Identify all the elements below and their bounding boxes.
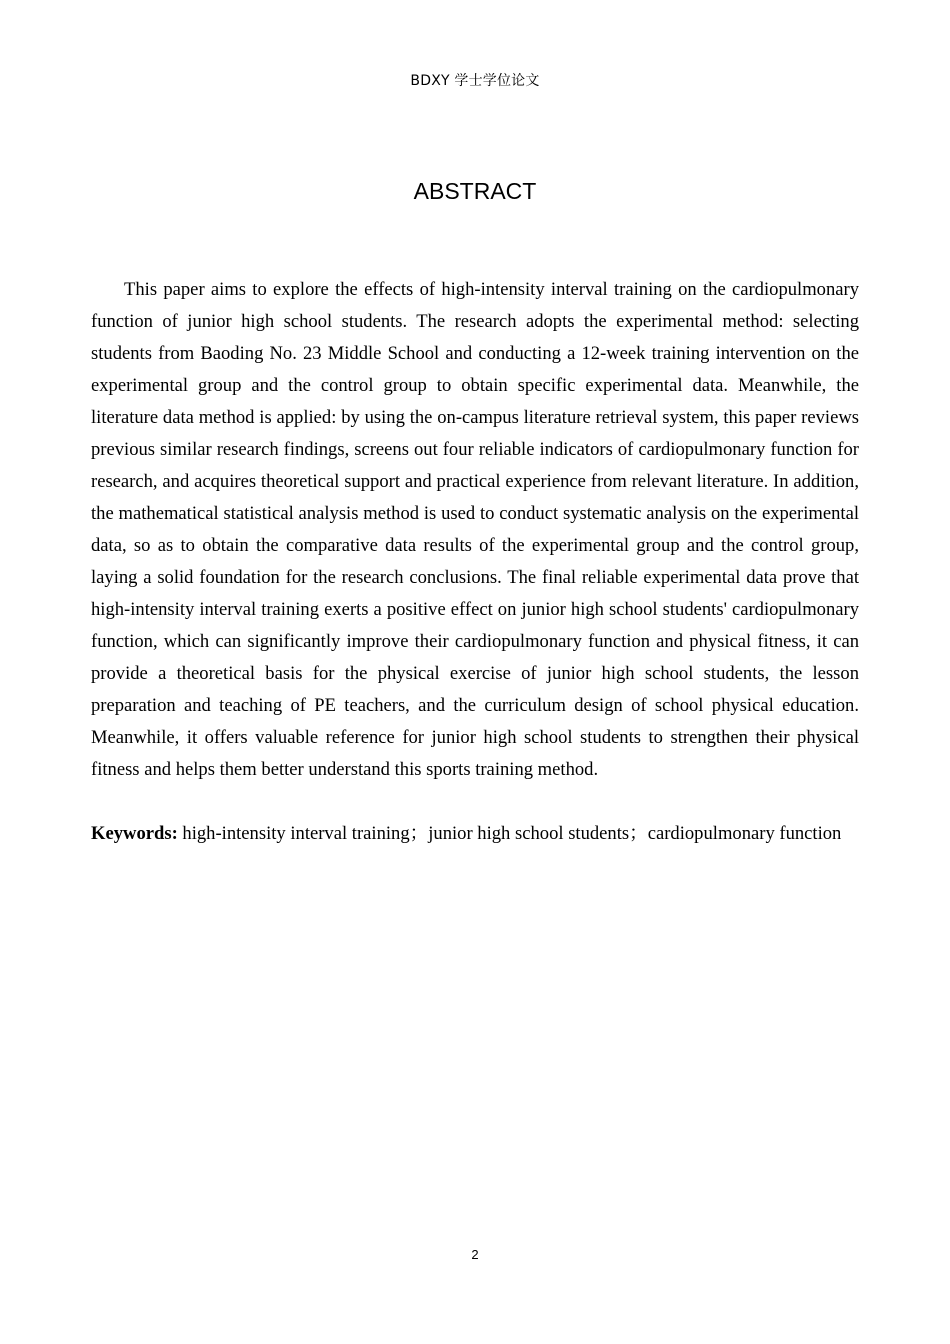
keywords-line <box>91 818 859 850</box>
running-header: BDXY 学士学位论文 <box>410 73 540 89</box>
page-number: 2 <box>471 1247 479 1262</box>
keywords-text: high-intensity interval training；junior high school students；cardiopulmonary function <box>182 823 842 844</box>
abstract-paragraph: This paper aims to explore the effects of high-intensity interval training on the cardiopulmonary function of junior high school students. The research adopts the experimental method: selecting students from Baoding No. 23 Middle School and conducting a 12-week training intervention on the experimental group and the control group to obtain specific experimental data. Meanwhile, the literature data method is applied: by using the on-campus literature retrieval system, this paper reviews previous similar research findings, screens out four reliable indicators of cardiopulmonary function for research, and acquires theoretical support and practical experience from relevant literature. In addition, the mathematical statistical analysis method is used to conduct systematic analysis on the experimental data, so as to obtain the comparative data results of the experimental group and the control group, laying a solid foundation for the research conclusions. The final reliable experimental data prove that high-intensity interval training exerts a positive effect on junior high school students' cardiopulmonary function, which can significantly improve their cardiopulmonary function and physical fitness, it can provide a theoretical basis for the physical exercise of junior high school students, the lesson preparation and teaching of PE teachers, and the curriculum design of school physical education. Meanwhile, it offers valuable reference for junior high school students to strengthen their physical fitness and helps them better understand this sports training method. <box>91 279 859 780</box>
keywords-label: Keywords: <box>91 823 178 844</box>
page-title: ABSTRACT <box>413 178 537 204</box>
